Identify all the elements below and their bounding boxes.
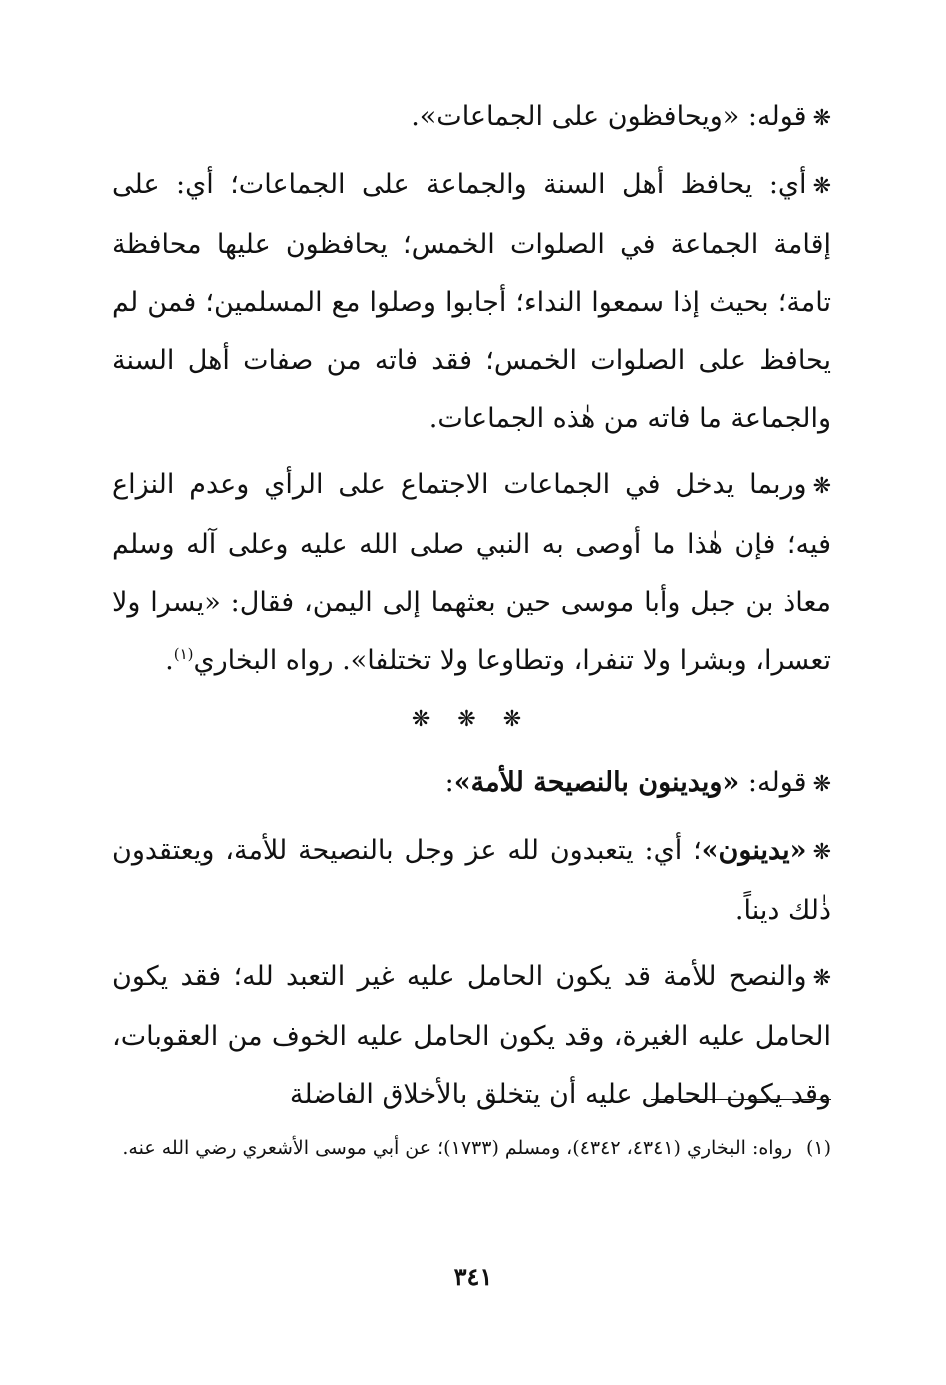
paragraph-text: ؛ أي: يتعبدون لله عز وجل بالنصيحة للأمة، ويعتقدون ذٰلك ديناً. xyxy=(112,835,831,926)
paragraph-text: أي: يحافظ أهل السنة والجماعة على الجماعات؛ أي: على إقامة الجماعة في الصلوات الخمس؛ يحافظون عليها محافظة تامة؛ بحيث إذا سمعوا النداء؛ أجابوا وصلوا مع المسلمين؛ فمن لم يحافظ على الصلوات الخمس؛ فقد فاته من صفات أهل السنة والجماعة ما فاته من هٰذه الجماعات. xyxy=(112,169,831,434)
page-number: ٣٤١ xyxy=(453,1262,493,1291)
paragraph-1 xyxy=(112,88,831,148)
footnote xyxy=(112,1128,831,1168)
paragraph-star-icon: ❋ xyxy=(812,772,831,797)
footnote-separator xyxy=(651,1099,831,1100)
paragraph-3 xyxy=(112,456,831,690)
paragraph-5 xyxy=(112,822,831,940)
quoted-term: «يدينون» xyxy=(701,835,807,866)
paragraph-end: . xyxy=(165,645,174,676)
quoted-heading: «ويدينون بالنصيحة للأمة» xyxy=(453,767,740,798)
paragraph-star-icon: ❋ xyxy=(812,474,831,499)
footnote-text: رواه: البخاري (٤٣٤١، ٤٣٤٢)، ومسلم (١٧٣٣)؛ عن أبي موسى الأشعري رضي الله عنه. xyxy=(122,1137,792,1159)
paragraph-star-icon: ❋ xyxy=(812,106,831,131)
paragraph-suffix: : xyxy=(444,767,454,798)
paragraph-text: وربما يدخل في الجماعات الاجتماع على الرأي وعدم النزاع فيه؛ فإن هٰذا ما أوصى به النبي صلى الله عليه وعلى آله وسلم معاذ بن جبل وأبا موسى حين بعثهما إلى اليمن، فقال: «يسرا ولا تعسرا، وبشرا ولا تنفرا، وتطاوعا ولا تختلفا». رواه البخاري xyxy=(112,469,831,676)
footnote-number: (١) xyxy=(805,1137,831,1159)
section-divider-icon: ❋ ❋ ❋ xyxy=(411,707,532,732)
footnote-reference[interactable]: (١) xyxy=(173,645,194,663)
paragraph-4 xyxy=(112,754,831,814)
paragraph-star-icon: ❋ xyxy=(812,966,831,991)
paragraph-prefix: قوله: xyxy=(739,767,807,798)
paragraph-star-icon: ❋ xyxy=(812,840,831,865)
paragraph-star-icon: ❋ xyxy=(812,174,831,199)
paragraph-2 xyxy=(112,156,831,448)
paragraph-6 xyxy=(112,948,831,1124)
paragraph-text: والنصح للأمة قد يكون الحامل عليه غير التعبد لله؛ فقد يكون الحامل عليه الغيرة، وقد يكون الحامل عليه الخوف من العقوبات، وقد يكون الحامل عليه أن يتخلق بالأخلاق الفاضلة xyxy=(112,961,831,1110)
paragraph-text: قوله: «ويحافظون على الجماعات». xyxy=(411,101,807,132)
